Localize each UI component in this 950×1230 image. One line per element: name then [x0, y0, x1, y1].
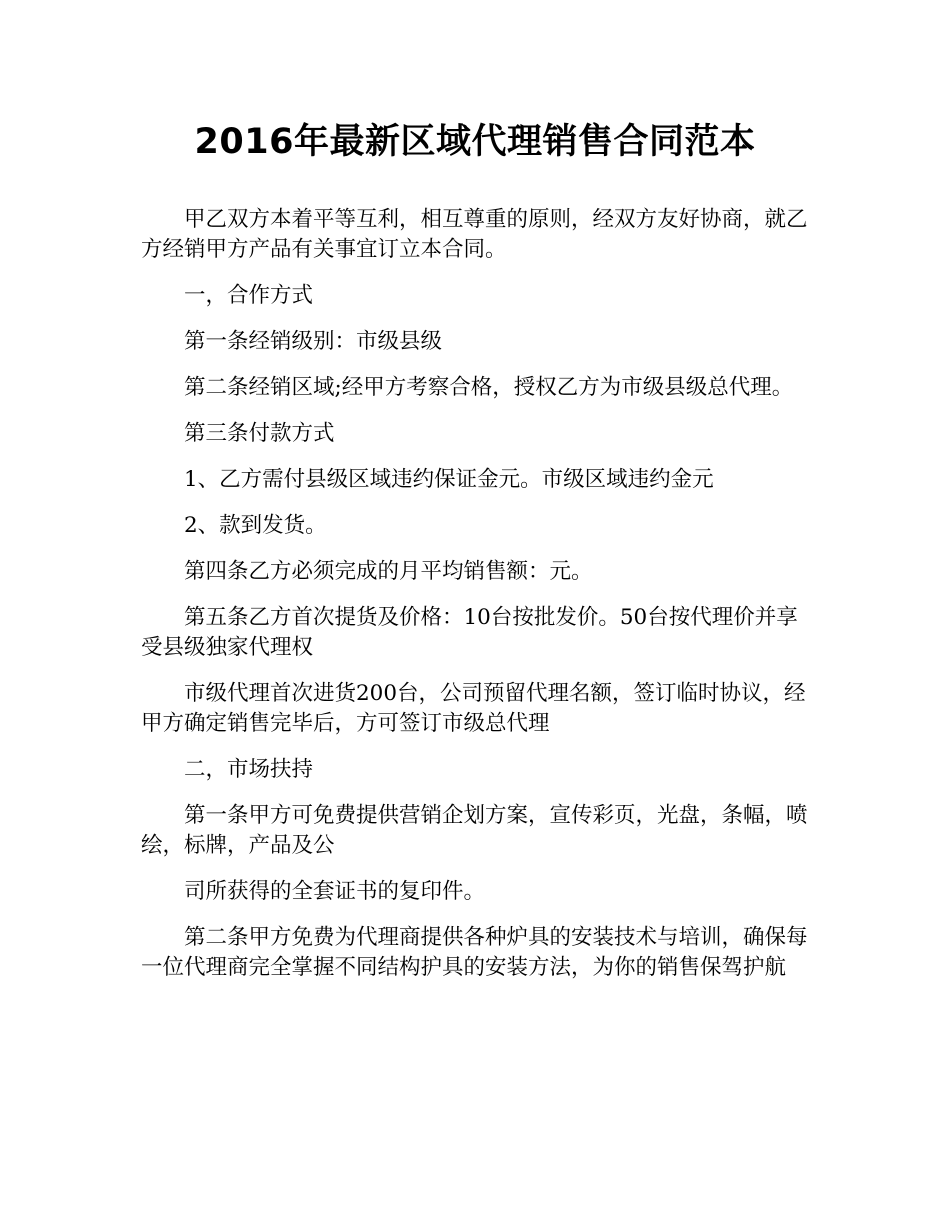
payment-item-deposit: 1、乙方需付县级区域违约保证金元。市级区域违约金元 [184, 467, 714, 492]
document-title: 2016年最新区域代理销售合同范本 [194, 122, 756, 162]
clause-monthly-sales: 第四条乙方必须完成的月平均销售额：元。 [184, 559, 593, 584]
clause-installation-training: 第二条甲方免费为代理商提供各种炉具的安装技术与培训，确保每一位代理商完全掌握不同结构护具的安装方法，为你的销售保驾护航 [141, 925, 808, 980]
payment-item-delivery: 2、款到发货。 [184, 513, 327, 538]
paragraph-intro: 甲乙双方本着平等互利，相互尊重的原则，经双方友好协商，就乙方经销甲方产品有关事宜订立本合同。 [141, 207, 808, 262]
section-heading-market-support: 二，市场扶持 [184, 757, 314, 782]
document-body [141, 205, 813, 999]
clause-distribution-area: 第二条经销区域;经甲方考察合格，授权乙方为市级县级总代理。 [184, 375, 794, 400]
section-heading-cooperation: 一，合作方式 [184, 283, 314, 308]
paragraph-certificate-copies: 司所获得的全套证书的复印件。 [184, 879, 486, 904]
paragraph-city-agent-order: 市级代理首次进货200台，公司预留代理名额，签订临时协议，经甲方确定销售完毕后，方可签订市级总代理 [141, 681, 806, 736]
clause-distribution-level: 第一条经销级别：市级县级 [184, 329, 443, 354]
clause-first-order-pricing: 第五条乙方首次提货及价格：10台按批发价。50台按代理价并享受县级独家代理权 [141, 605, 798, 660]
clause-marketing-materials: 第一条甲方可免费提供营销企划方案，宣传彩页，光盘，条幅，喷绘，标牌，产品及公 [141, 803, 808, 858]
clause-payment-method: 第三条付款方式 [184, 421, 335, 446]
